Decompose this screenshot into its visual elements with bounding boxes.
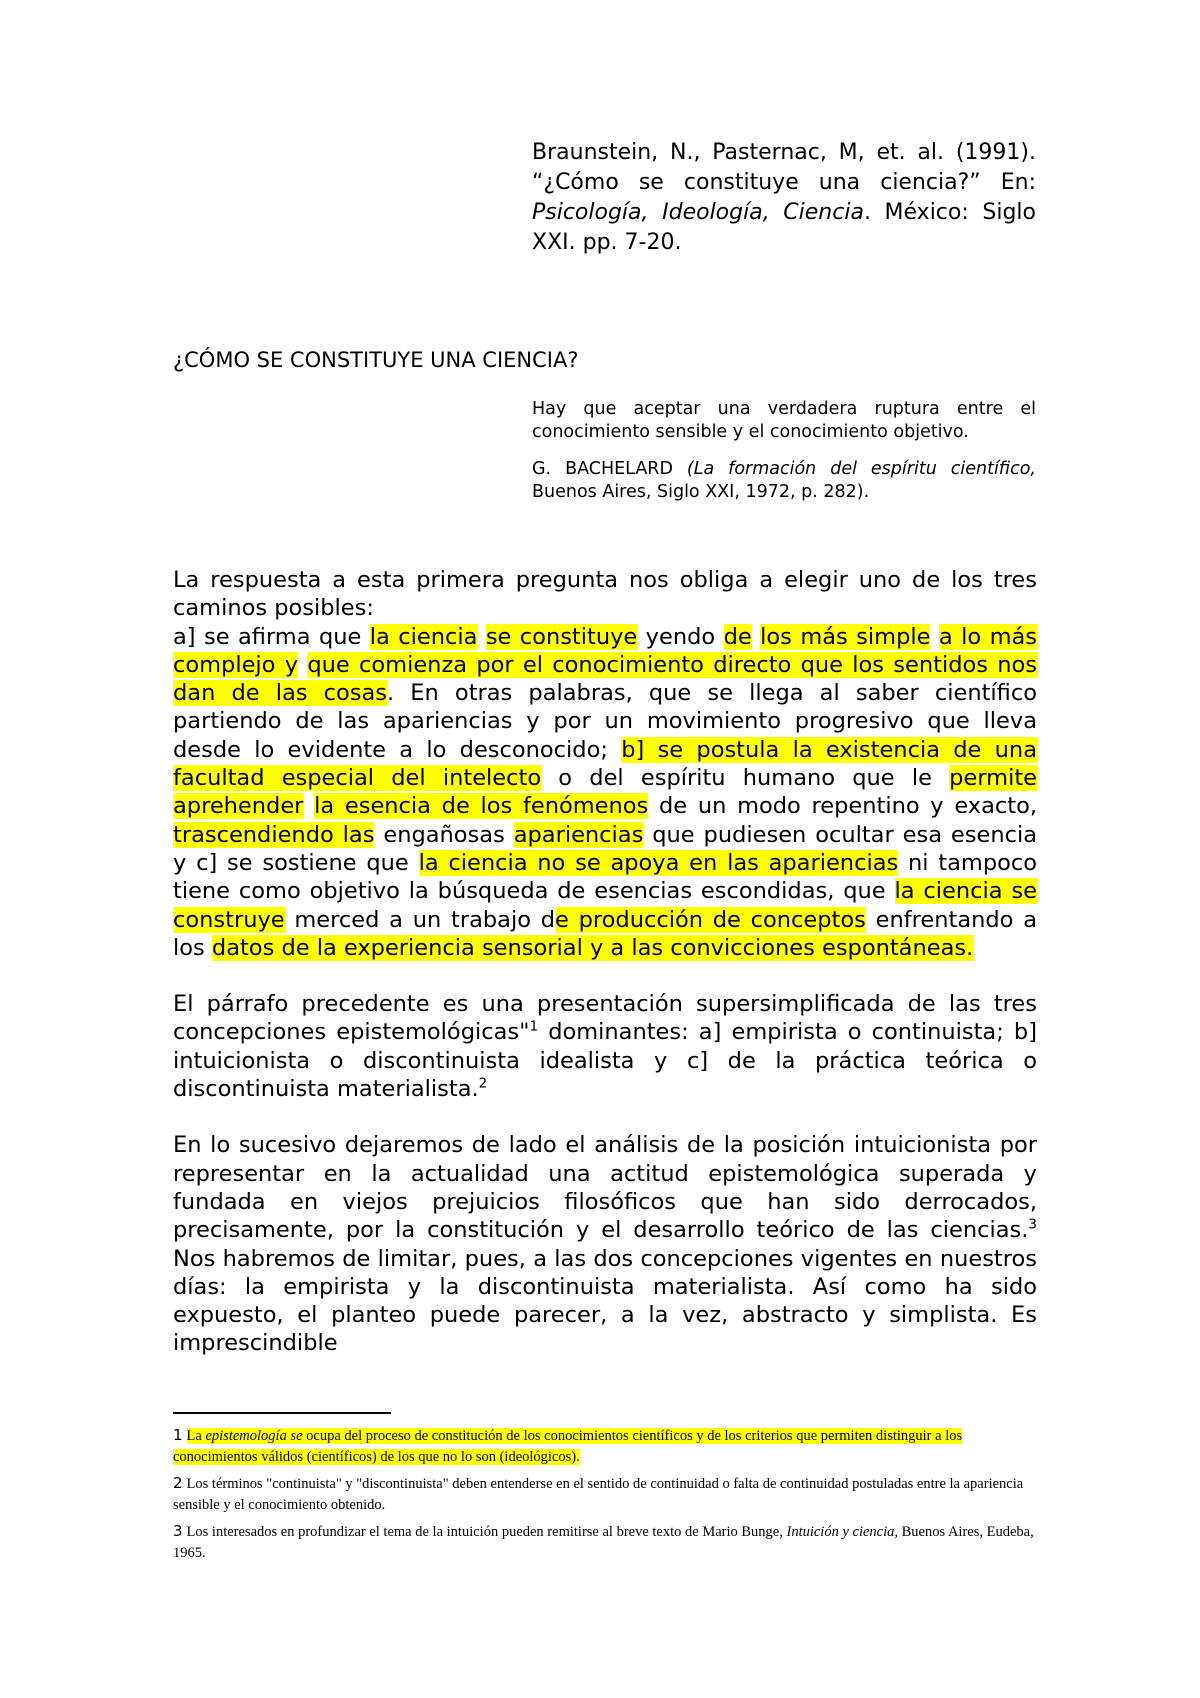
- body-text: [173, 566, 1037, 1358]
- paragraph-2: [173, 990, 1037, 1103]
- footnote-3-pre: Los interesados en profundizar el tema de la intuición pueden remitirse al breve texto de Mario Bunge,: [186, 1524, 787, 1540]
- footnote-ref-1[interactable]: 1: [529, 1018, 539, 1035]
- text-run: o del espíritu humano que le: [541, 765, 950, 792]
- text-run: [477, 624, 485, 650]
- bibliographic-citation: [532, 138, 1036, 258]
- text-run: [298, 652, 307, 678]
- paragraph-1-intro: La respuesta a esta primera pregunta nos obliga a elegir uno de los tres caminos posibles:: [173, 567, 1037, 622]
- highlight: la ciencia: [369, 623, 478, 650]
- footnote-2-text: Los términos "continuista" y "discontinuista" deben entenderse en el sentido de continuidad o falta de continuidad postuladas entre la apariencia sensible y el conocimiento obtenido.: [173, 1476, 1024, 1513]
- footnote-1: [173, 1425, 1037, 1468]
- citation-authors: Braunstein, N., Pasternac, M, et. al. (1991). “¿Cómo se constituye una ciencia?” En:: [532, 140, 1036, 195]
- text-run: enfrentando a los: [173, 906, 1037, 961]
- highlight: apariencias: [513, 821, 644, 848]
- highlight: e producción de conceptos: [555, 906, 866, 933]
- paragraph-3-text: En lo sucesivo dejaremos de lado el análisis de la posición intuicionista por representar en la actualidad una actitud epistemológica superada y fundada en viejos prejuicios filosóficos que han sido derrocados, precisamente, por la constitución y el desarrollo teórico de las ciencias.: [173, 1132, 1037, 1244]
- highlight: los más simple: [760, 623, 931, 650]
- footnote-1-highlight: [173, 1428, 962, 1465]
- text-run: a] se afirma que: [173, 623, 370, 650]
- highlight: se constituye: [485, 623, 638, 650]
- highlight: de: [723, 623, 752, 650]
- text-run: merced a un trabajo d: [284, 906, 556, 933]
- footnotes: [173, 1425, 1037, 1569]
- text-run: [930, 624, 938, 650]
- epigraph: [532, 398, 1036, 504]
- footnote-ref-2[interactable]: 2: [478, 1075, 488, 1092]
- text-run: engañosas: [374, 821, 514, 848]
- text-run: ni tampoco tiene como objetivo la búsqueda de esencias escondidas, que: [173, 849, 1038, 905]
- highlight: a lo más complejo y: [173, 623, 1038, 678]
- paragraph-2-text: El párrafo precedente es una presentación supersimplificada de las tres concepciones epistemológicas": [173, 991, 1037, 1046]
- paragraph-2-text-cont: dominantes: a] empirista o continuista; b] intuicionista o discontinuista idealista y c] de la práctica teórica o discontinuista materialista.: [173, 1019, 1037, 1103]
- epigraph-author: G. BACHELARD: [532, 459, 687, 479]
- highlight: la ciencia se construye: [173, 878, 1038, 933]
- footnote-separator: [173, 1412, 391, 1414]
- footnote-1-pre: La: [186, 1428, 206, 1444]
- epigraph-attribution: [532, 458, 1036, 504]
- footnote-2: [173, 1473, 1037, 1516]
- paragraph-3-text-cont: Nos habremos de limitar, pues, a las dos concepciones vigentes en nuestros días: la empirista y la discontinuista materialista. Así como ha sido expuesto, el planteo puede parecer, a la vez, abstracto y simplista. Es imprescindible: [173, 1245, 1037, 1357]
- highlight: que comienza por el conocimiento directo que los sentidos nos dan de las cosas: [173, 651, 1038, 707]
- paragraph-3: [173, 1131, 1037, 1357]
- footnote-number: 3: [173, 1522, 183, 1540]
- highlight: permite aprehender: [173, 765, 1037, 820]
- footnote-1-post: ocupa del proceso de constitución de los conocimientos científicos y de los criterios que permiten distinguir a los conocimientos válidos (científicos) de los que no lo son (ideológicos).: [173, 1428, 963, 1465]
- epigraph-quote: Hay que aceptar una verdadera ruptura entre el conocimiento sensible y el conocimiento objetivo.: [532, 399, 1036, 442]
- footnote-3: [173, 1521, 1037, 1564]
- citation-book-title: Psicología, Ideología, Ciencia: [532, 200, 864, 225]
- footnote-number: 1: [173, 1426, 183, 1444]
- text-run: . En otras palabras, que se llega al saber científico partiendo de las apariencias y por un movimiento progresivo que lleva desde lo evidente a lo desconocido;: [173, 680, 1037, 763]
- highlight: datos de la experiencia sensorial y a las convicciones espontáneas.: [211, 934, 974, 961]
- chapter-heading: ¿CÓMO SE CONSTITUYE UNA CIENCIA?: [173, 348, 579, 372]
- citation-publisher: . México: Siglo XXI. pp. 7-20.: [532, 200, 1036, 255]
- footnote-number: 2: [173, 1474, 183, 1492]
- text-run: yendo: [637, 623, 724, 650]
- text-run: [303, 793, 314, 819]
- text-run: de un modo repentino y exacto,: [648, 793, 1037, 820]
- text-run: [752, 624, 760, 650]
- footnote-1-italic: epistemología se: [205, 1428, 303, 1444]
- highlight: trascendiendo las: [173, 821, 375, 848]
- footnote-3-italic: Intuición y ciencia,: [786, 1524, 899, 1540]
- highlight: la esencia de los fenómenos: [314, 793, 649, 820]
- paragraph-1: [173, 566, 1037, 962]
- highlight: b] se postula la existencia de una facultad especial del intelecto: [173, 736, 1037, 792]
- text-run: que pudiesen ocultar esa esencia y c] se sostiene que: [173, 821, 1037, 876]
- footnote-3-post: Buenos Aires, Eudeba, 1965.: [173, 1524, 1034, 1561]
- epigraph-source-rest: Buenos Aires, Siglo XXI, 1972, p. 282).: [532, 482, 870, 502]
- highlight: la ciencia no se apoya en las apariencias: [418, 849, 899, 876]
- epigraph-source-title: (La formación del espíritu científico,: [686, 459, 1036, 479]
- footnote-ref-3[interactable]: 3: [1028, 1216, 1037, 1233]
